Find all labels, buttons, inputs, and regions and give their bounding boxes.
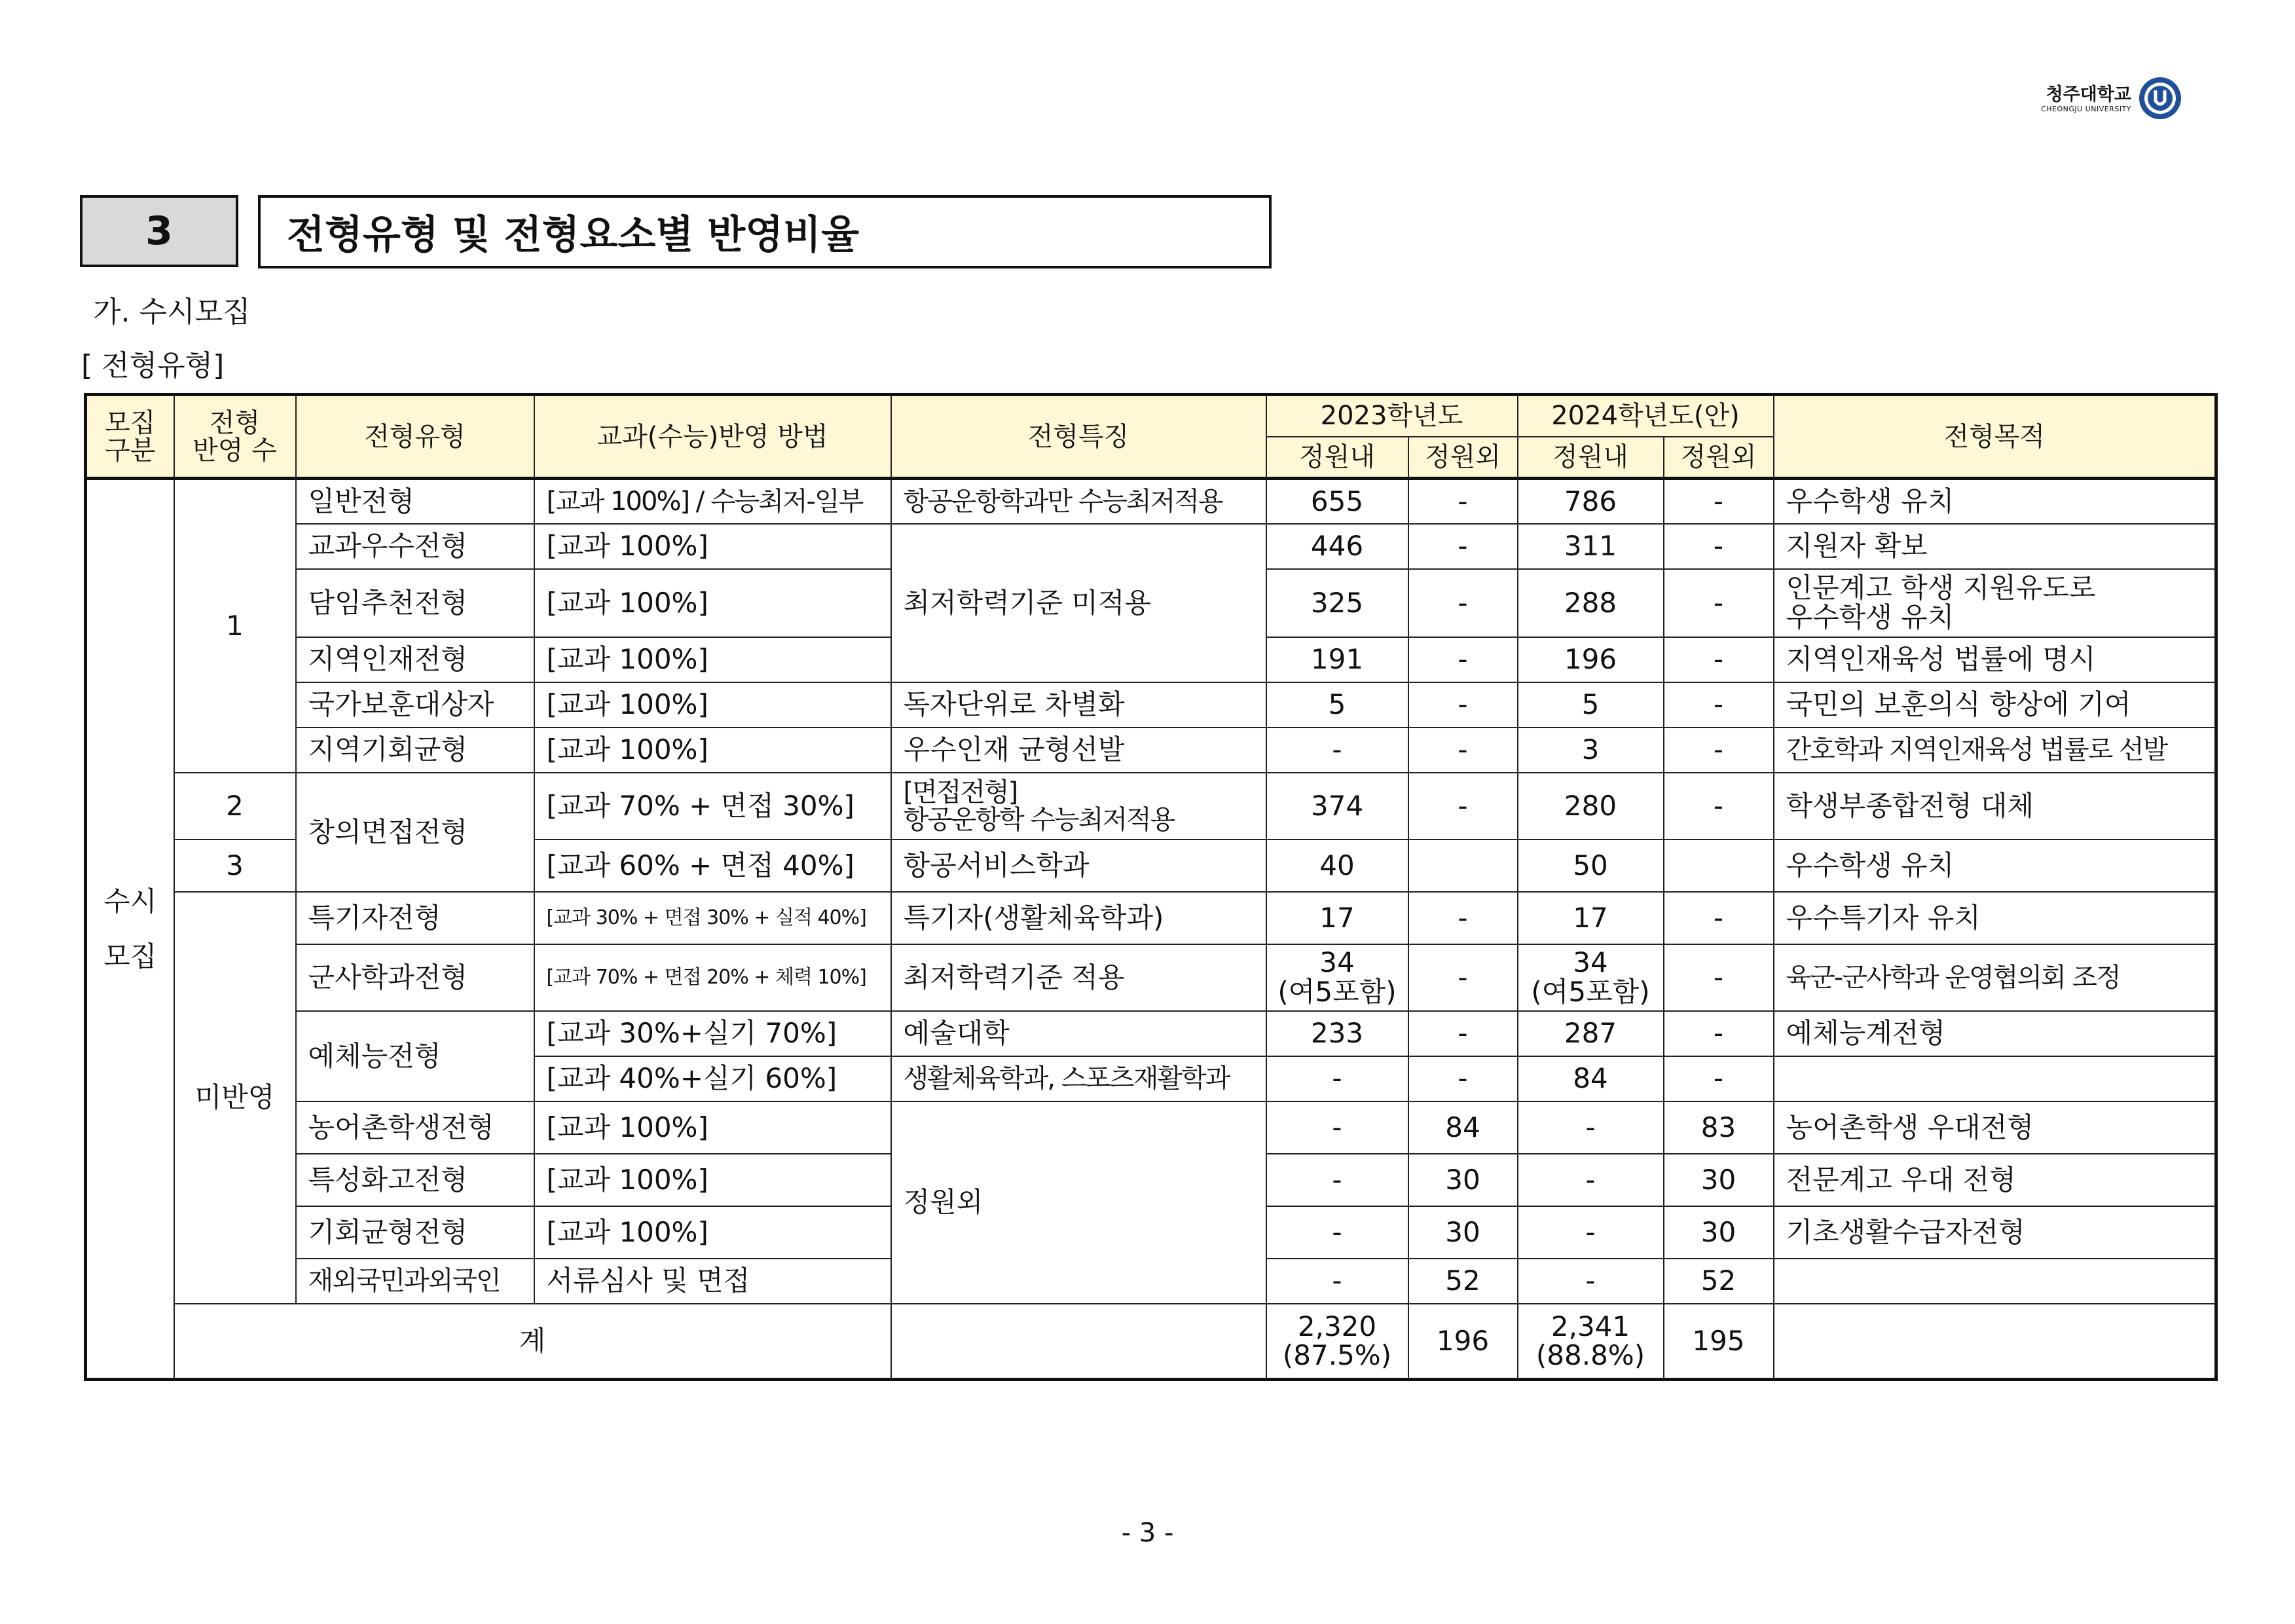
in-2023-cell: 17 — [1266, 892, 1408, 944]
method-cell: [교과 100%] — [534, 728, 891, 773]
feature-cell: 최저학력기준 미적용 — [891, 524, 1266, 682]
in-2024-cell: 5 — [1518, 682, 1664, 728]
method-cell: [교과 100%] / 수능최저-일부 — [534, 479, 891, 524]
in-2023-cell: 233 — [1266, 1011, 1408, 1056]
method-cell: [교과 100%] — [534, 524, 891, 569]
method-cell: [교과 100%] — [534, 1101, 891, 1154]
table-title: [ 전형유형] — [81, 349, 225, 382]
total-row — [86, 1304, 2216, 1380]
logo-subtitle: CHEONGJU UNIVERSITY — [2041, 105, 2131, 113]
in-2024-cell: 17 — [1518, 892, 1664, 944]
header-feature: 전형특징 — [891, 395, 1266, 479]
type-cell: 재외국민과외국인 — [296, 1259, 534, 1304]
out-2024-cell: 52 — [1664, 1259, 1774, 1304]
table-row — [86, 524, 2216, 569]
total-feature-cell — [891, 1304, 1266, 1380]
table-row — [86, 479, 2216, 524]
in-2023-cell: 34 (여5포함) — [1266, 944, 1408, 1011]
total-out-2024: 195 — [1664, 1304, 1774, 1380]
type-cell: 지역기회균형 — [296, 728, 534, 773]
purpose-cell: 육군-군사학과 운영협의회 조정 — [1774, 944, 2216, 1011]
out-2024-cell: - — [1664, 892, 1774, 944]
method-cell: [교과 70% + 면접 20% + 체력 10%] — [534, 944, 891, 1011]
out-2023-cell: - — [1408, 637, 1518, 682]
in-2023-cell: 374 — [1266, 773, 1408, 840]
in-2024-cell: 50 — [1518, 840, 1664, 892]
total-purpose-cell — [1774, 1304, 2216, 1380]
out-2023-cell: - — [1408, 1011, 1518, 1056]
group-cell-1: 1 — [174, 479, 296, 773]
purpose-cell: 지원자 확보 — [1774, 524, 2216, 569]
purpose-cell — [1774, 1259, 2216, 1304]
method-cell: [교과 30% + 면접 30% + 실적 40%] — [534, 892, 891, 944]
in-2024-cell: 84 — [1518, 1056, 1664, 1101]
type-cell: 농어촌학생전형 — [296, 1101, 534, 1154]
header-category — [86, 395, 174, 479]
out-2024-cell: - — [1664, 682, 1774, 728]
in-2024-cell: 3 — [1518, 728, 1664, 773]
category-label-1: 수시 — [103, 885, 157, 917]
feature-cell: 항공운항학과만 수능최저적용 — [891, 479, 1266, 524]
feature-cell: 특기자(생활체육학과) — [891, 892, 1266, 944]
university-logo — [2033, 73, 2184, 126]
feature-cell: 최저학력기준 적용 — [891, 944, 1266, 1011]
total-out-2023: 196 — [1408, 1304, 1518, 1380]
header-type: 전형유형 — [296, 395, 534, 479]
out-2023-cell: - — [1408, 479, 1518, 524]
feature-cell: 항공서비스학과 — [891, 840, 1266, 892]
total-in-2023: 2,320 (87.5%) — [1266, 1304, 1408, 1380]
type-cell: 일반전형 — [296, 479, 534, 524]
in-2023-cell: - — [1266, 1206, 1408, 1259]
out-2023-cell: 30 — [1408, 1206, 1518, 1259]
out-2024-cell: - — [1664, 524, 1774, 569]
purpose-cell: 우수특기자 유치 — [1774, 892, 2216, 944]
purpose-cell: 국민의 보훈의식 향상에 기여 — [1774, 682, 2216, 728]
feature-cell: [면접전형] 항공운항학 수능최저적용 — [891, 773, 1266, 840]
type-cell: 교과우수전형 — [296, 524, 534, 569]
type-cell: 특성화고전형 — [296, 1154, 534, 1206]
in-2023-cell: - — [1266, 728, 1408, 773]
purpose-cell: 우수학생 유치 — [1774, 840, 2216, 892]
header-year-2024: 2024학년도(안) — [1518, 395, 1774, 437]
in-2023-cell: 446 — [1266, 524, 1408, 569]
out-2023-cell — [1408, 840, 1518, 892]
method-cell: [교과 100%] — [534, 682, 891, 728]
university-seal-icon — [2138, 76, 2182, 120]
group-cell-none: 미반영 — [174, 892, 296, 1304]
out-2023-cell: - — [1408, 892, 1518, 944]
purpose-cell: 예체능계전형 — [1774, 1011, 2216, 1056]
out-2024-cell: - — [1664, 944, 1774, 1011]
header-purpose: 전형목적 — [1774, 395, 2216, 479]
purpose-cell: 학생부종합전형 대체 — [1774, 773, 2216, 840]
method-cell: [교과 100%] — [534, 1206, 891, 1259]
purpose-cell: 우수학생 유치 — [1774, 479, 2216, 524]
purpose-cell: 인문계고 학생 지원유도로 우수학생 유치 — [1774, 569, 2216, 637]
out-2024-cell: - — [1664, 1056, 1774, 1101]
section-title: 전형유형 및 전형요소별 반영비율 — [258, 195, 1272, 268]
method-cell: 서류심사 및 면접 — [534, 1259, 891, 1304]
table-row — [86, 1011, 2216, 1056]
feature-cell: 정원외 — [891, 1101, 1266, 1304]
header-reflect-count — [174, 395, 296, 479]
out-2024-cell: 30 — [1664, 1154, 1774, 1206]
purpose-cell: 농어촌학생 우대전형 — [1774, 1101, 2216, 1154]
table-row — [86, 682, 2216, 728]
purpose-cell: 기초생활수급자전형 — [1774, 1206, 2216, 1259]
method-cell: [교과 100%] — [534, 569, 891, 637]
header-year-2023: 2023학년도 — [1266, 395, 1518, 437]
table-row — [86, 773, 2216, 840]
section-number: 3 — [80, 195, 238, 267]
table-row — [86, 944, 2216, 1011]
purpose-cell: 간호학과 지역인재육성 법률로 선발 — [1774, 728, 2216, 773]
in-2023-cell: 5 — [1266, 682, 1408, 728]
type-cell: 군사학과전형 — [296, 944, 534, 1011]
in-2024-cell: - — [1518, 1206, 1664, 1259]
in-2024-cell: 311 — [1518, 524, 1664, 569]
in-2024-cell: 287 — [1518, 1011, 1664, 1056]
group-cell-3: 3 — [174, 840, 296, 892]
method-cell: [교과 70% + 면접 30%] — [534, 773, 891, 840]
in-2024-cell: - — [1518, 1154, 1664, 1206]
out-2024-cell: - — [1664, 728, 1774, 773]
method-cell: [교과 30%+실기 70%] — [534, 1011, 891, 1056]
in-2023-cell: 191 — [1266, 637, 1408, 682]
type-cell: 기회균형전형 — [296, 1206, 534, 1259]
type-cell: 담임추천전형 — [296, 569, 534, 637]
in-2024-cell: 34 (여5포함) — [1518, 944, 1664, 1011]
feature-cell: 예술대학 — [891, 1011, 1266, 1056]
header-method: 교과(수능)반영 방법 — [534, 395, 891, 479]
out-2023-cell: 84 — [1408, 1101, 1518, 1154]
type-cell: 예체능전형 — [296, 1011, 534, 1101]
out-2023-cell: - — [1408, 1056, 1518, 1101]
header-in-quota-2023: 정원내 — [1266, 437, 1408, 479]
feature-cell: 독자단위로 차별화 — [891, 682, 1266, 728]
out-2023-cell: - — [1408, 682, 1518, 728]
out-2023-cell: 52 — [1408, 1259, 1518, 1304]
type-cell: 특기자전형 — [296, 892, 534, 944]
out-2024-cell: - — [1664, 637, 1774, 682]
out-2023-cell: - — [1408, 524, 1518, 569]
method-cell: [교과 100%] — [534, 1154, 891, 1206]
header-reflect-count-label: 전형 반영 수 — [193, 407, 277, 466]
category-label-2: 모집 — [103, 940, 157, 972]
table-row — [86, 892, 2216, 944]
category-cell — [86, 479, 174, 1380]
out-2023-cell: - — [1408, 728, 1518, 773]
header-out-quota-2023: 정원외 — [1408, 437, 1518, 479]
type-cell: 창의면접전형 — [296, 773, 534, 892]
out-2024-cell: - — [1664, 569, 1774, 637]
in-2024-cell: 280 — [1518, 773, 1664, 840]
purpose-cell: 지역인재육성 법률에 명시 — [1774, 637, 2216, 682]
in-2024-cell: - — [1518, 1101, 1664, 1154]
type-cell: 국가보훈대상자 — [296, 682, 534, 728]
in-2023-cell: 325 — [1266, 569, 1408, 637]
in-2023-cell: - — [1266, 1259, 1408, 1304]
admission-type-table — [84, 393, 2218, 1381]
out-2024-cell: 83 — [1664, 1101, 1774, 1154]
out-2024-cell: - — [1664, 479, 1774, 524]
in-2024-cell: 196 — [1518, 637, 1664, 682]
purpose-cell — [1774, 1056, 2216, 1101]
out-2024-cell — [1664, 840, 1774, 892]
out-2023-cell: - — [1408, 944, 1518, 1011]
table-row — [86, 1101, 2216, 1154]
in-2023-cell: 655 — [1266, 479, 1408, 524]
method-cell: [교과 100%] — [534, 637, 891, 682]
out-2023-cell: - — [1408, 569, 1518, 637]
header-out-quota-2024: 정원외 — [1664, 437, 1774, 479]
subsection-title: 가. 수시모집 — [93, 295, 251, 329]
method-cell: [교과 60% + 면접 40%] — [534, 840, 891, 892]
in-2024-cell: 288 — [1518, 569, 1664, 637]
feature-cell: 생활체육학과, 스포츠재활학과 — [891, 1056, 1266, 1101]
type-cell: 지역인재전형 — [296, 637, 534, 682]
in-2023-cell: - — [1266, 1056, 1408, 1101]
in-2024-cell: 786 — [1518, 479, 1664, 524]
group-cell-2: 2 — [174, 773, 296, 840]
out-2024-cell: - — [1664, 1011, 1774, 1056]
in-2023-cell: 40 — [1266, 840, 1408, 892]
feature-cell: 우수인재 균형선발 — [891, 728, 1266, 773]
header-category-label: 모집 구분 — [105, 407, 156, 466]
out-2024-cell: 30 — [1664, 1206, 1774, 1259]
page-number: - 3 - — [1121, 1518, 1174, 1548]
out-2023-cell: - — [1408, 773, 1518, 840]
out-2024-cell: - — [1664, 773, 1774, 840]
table-row — [86, 728, 2216, 773]
total-in-2024: 2,341 (88.8%) — [1518, 1304, 1664, 1380]
purpose-cell: 전문계고 우대 전형 — [1774, 1154, 2216, 1206]
in-2023-cell: - — [1266, 1101, 1408, 1154]
out-2023-cell: 30 — [1408, 1154, 1518, 1206]
in-2023-cell: - — [1266, 1154, 1408, 1206]
method-cell: [교과 40%+실기 60%] — [534, 1056, 891, 1101]
logo-name: 청주대학교 — [2046, 84, 2131, 105]
header-in-quota-2024: 정원내 — [1518, 437, 1664, 479]
total-label: 계 — [174, 1304, 891, 1380]
in-2024-cell: - — [1518, 1259, 1664, 1304]
